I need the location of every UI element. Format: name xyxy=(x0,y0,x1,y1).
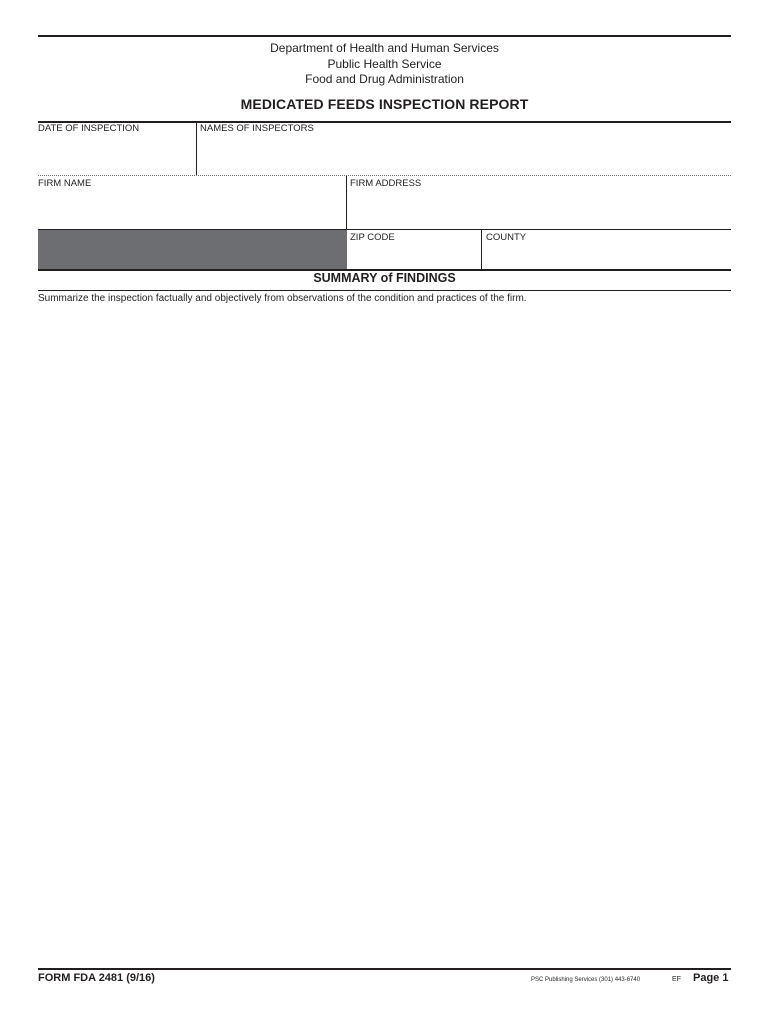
firm-address-field[interactable] xyxy=(352,194,727,224)
form-number: FORM FDA 2481 (9/16) xyxy=(38,972,155,984)
firm-address-label: FIRM ADDRESS xyxy=(350,178,422,189)
names-of-inspectors-field[interactable] xyxy=(202,140,727,168)
date-of-inspection-label: DATE OF INSPECTION xyxy=(38,123,140,134)
date-of-inspection-field[interactable] xyxy=(40,140,190,168)
top-rule xyxy=(38,35,731,37)
county-field[interactable] xyxy=(488,247,728,267)
agency-line-3: Food and Drug Administration xyxy=(305,72,464,86)
shaded-block xyxy=(38,230,347,269)
rule-section-bottom xyxy=(38,290,731,291)
county-label: COUNTY xyxy=(486,232,527,243)
names-of-inspectors-label: NAMES OF INSPECTORS xyxy=(200,123,314,134)
zip-code-field[interactable] xyxy=(352,247,477,267)
zip-code-label: ZIP CODE xyxy=(350,232,395,243)
footer-rule xyxy=(38,968,731,970)
agency-line-2: Public Health Service xyxy=(327,57,442,71)
publisher-credit: PSC Publishing Services (301) 443-6740 xyxy=(531,977,641,983)
agency-line-1: Department of Health and Human Services xyxy=(270,41,499,55)
form-title: MEDICATED FEEDS INSPECTION REPORT xyxy=(240,96,529,112)
divider-row3 xyxy=(481,230,482,269)
rule-row2-top xyxy=(38,175,731,176)
firm-name-field[interactable] xyxy=(40,194,340,224)
page-number: Page 1 xyxy=(693,972,729,984)
ef-mark: EF xyxy=(672,976,681,983)
summary-heading: SUMMARY of FINDINGS xyxy=(313,271,456,285)
rule-row1-top xyxy=(38,121,731,123)
firm-name-label: FIRM NAME xyxy=(38,178,92,189)
summary-of-findings-field[interactable] xyxy=(38,310,735,969)
summary-instructions: Summarize the inspection factually and objectively from observations of the condition and practices of the firm. xyxy=(38,293,527,304)
divider-row1 xyxy=(196,122,197,175)
